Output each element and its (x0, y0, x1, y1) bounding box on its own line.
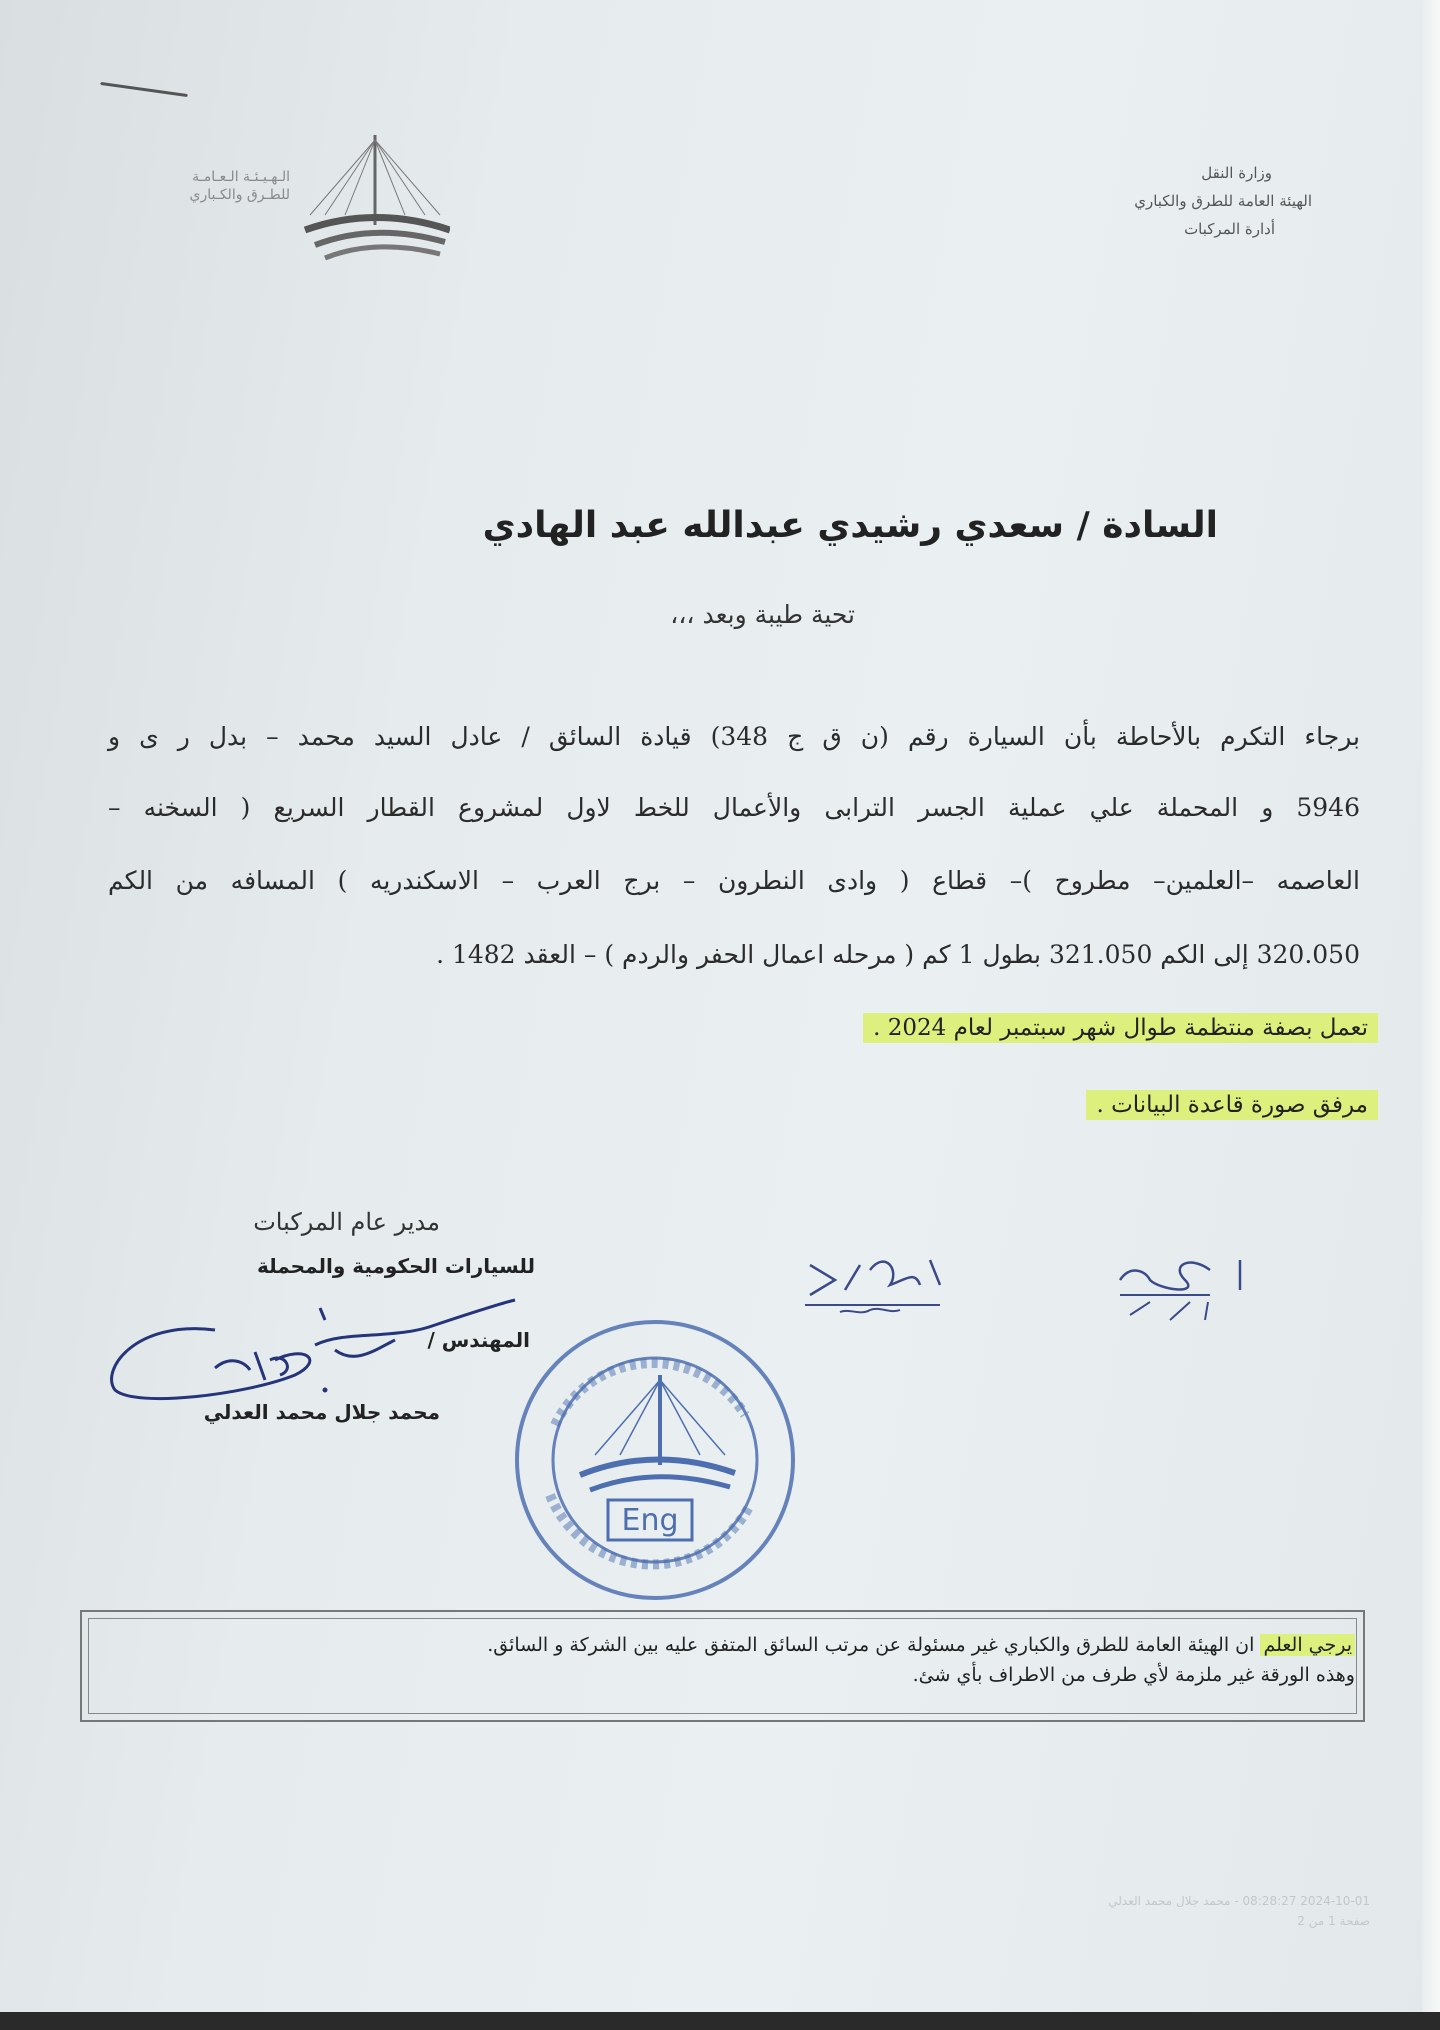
body-line: العاصمه –العلمين– مطروح )– قطاع ( وادى النطرون – برج العرب – الاسكندريه ) المسافه من الكم (108, 866, 1360, 895)
disclaimer-line-2: وهذه الورقة غير ملزمة لأي طرف من الاطراف بأي شئ. (912, 1664, 1355, 1686)
logo-wordmark (90, 168, 290, 204)
body-line: 320.050 إلى الكم 321.050 بطول 1 كم ( مرحله اعمال الحفر والردم ) – العقد 1482 . (436, 940, 1360, 969)
body-line: برجاء التكرم بالأحاطة بأن السيارة رقم (ن ق ج 348) قيادة السائق / عادل السيد محمد – بدل ر ى و (108, 722, 1360, 751)
disclaimer-text: ان الهيئة العامة للطرق والكباري غير مسئولة عن مرتب السائق المتفق عليه بين الشركة و السائق. (487, 1634, 1261, 1656)
signatory-department: للسيارات الحكومية والمحملة (256, 1254, 535, 1278)
addressee: السادة / سعدي رشيدي عبدالله عبد الهادي (482, 505, 1218, 546)
stamp-eng-text: Eng (621, 1503, 679, 1538)
disclaimer-box (80, 1610, 1365, 1722)
official-stamp (510, 1315, 800, 1605)
disclaimer-highlight: يرجي العلم (1260, 1634, 1355, 1656)
highlighted-line (863, 1015, 1378, 1041)
pen-mark (100, 82, 188, 97)
paper-edge (1422, 0, 1440, 2012)
header-ministry: وزارة النقل (1201, 164, 1272, 182)
handwritten-date-note (1090, 1240, 1260, 1330)
highlight-work-period: تعمل بصفة منتظمة طوال شهر سبتمبر لعام 2024 . (863, 1013, 1378, 1043)
handwritten-initials (790, 1240, 960, 1320)
authority-logo (300, 130, 450, 265)
body-line: 5946 و المحملة علي عملية الجسر الترابى والأعمال للخط لاول لمشروع القطار السريع ( السخنه – (108, 793, 1360, 822)
print-footer-page: صفحة 1 من 2 (1297, 1914, 1370, 1928)
signatory-name: محمد جلال محمد العدلي (203, 1400, 440, 1424)
logo-wordmark-line2: للطـرق والكـباري (189, 187, 290, 203)
header-authority: الهيئة العامة للطرق والكباري (1134, 192, 1312, 210)
print-footer-timestamp: 2024-10-01 08:28:27 - محمد جلال محمد العدلي (1108, 1894, 1370, 1908)
logo-wordmark-line1: الـهـيـئـة الـعـامـة (192, 169, 290, 185)
photo-bottom-edge (0, 2012, 1440, 2030)
header-department: أدارة المركبات (1184, 220, 1275, 238)
highlight-attachment: مرفق صورة قاعدة البيانات . (1086, 1090, 1378, 1120)
disclaimer-line-1 (487, 1634, 1355, 1656)
handwritten-signature (95, 1290, 535, 1410)
signatory-title: مدير عام المركبات (253, 1208, 440, 1236)
greeting: تحية طيبة وبعد ،،، (670, 600, 855, 629)
engineer-label: المهندس / (427, 1328, 530, 1352)
highlighted-line (1086, 1092, 1378, 1118)
